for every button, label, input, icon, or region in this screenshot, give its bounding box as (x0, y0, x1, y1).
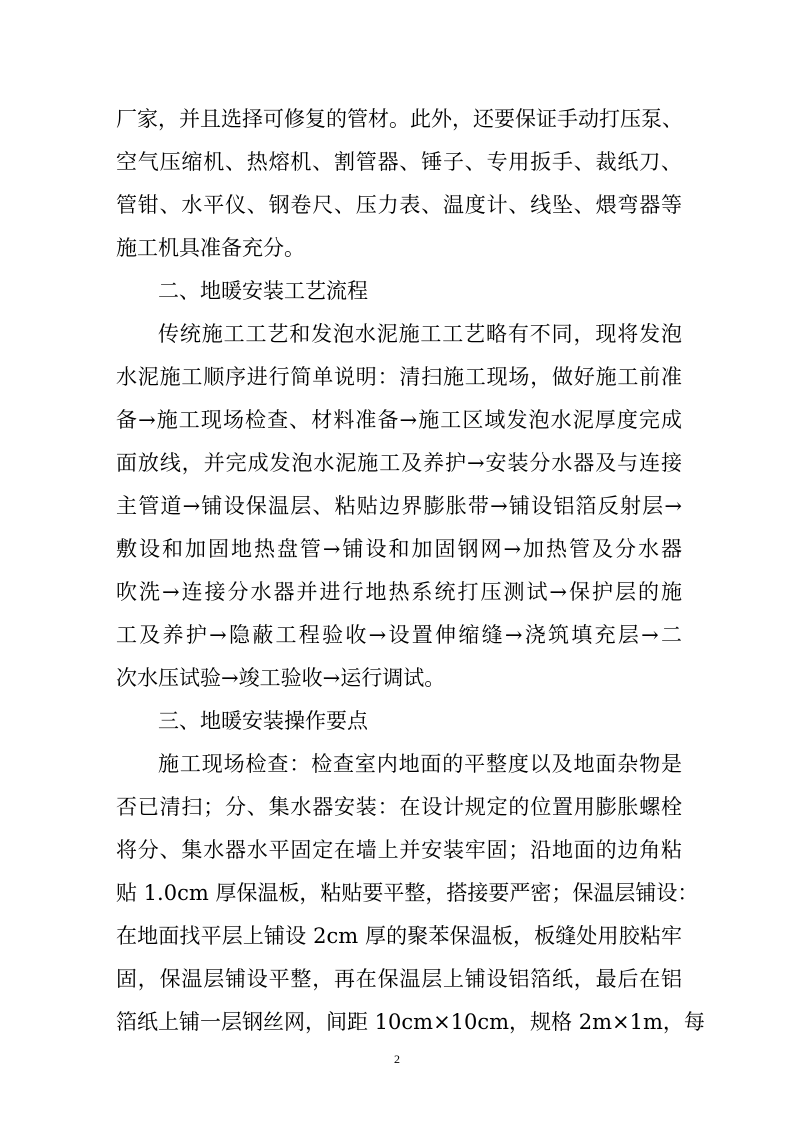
paragraph-line: 厂家，并且选择可修复的管材。此外，还要保证手动打压泵、 (116, 107, 683, 131)
page-number: 2 (394, 1052, 400, 1066)
section-heading: 二、地暖安装工艺流程 (158, 279, 368, 303)
paragraph-line: 贴 1.0cm 厚保温板，粘贴要平整，搭接要严密；保温层铺设： (116, 881, 699, 905)
paragraph-line: 管钳、水平仪、钢卷尺、压力表、温度计、线坠、煨弯器等 (116, 193, 682, 217)
paragraph-line: 施工现场检查：检查室内地面的平整度以及地面杂物是 (158, 752, 682, 776)
paragraph-line: 空气压缩机、热熔机、割管器、锤子、专用扳手、裁纸刀、 (116, 150, 682, 174)
paragraph-line: 箔纸上铺一层钢丝网，间距 10cm×10cm，规格 2m×1m，每 (116, 1010, 705, 1034)
paragraph-line: 敷设和加固地热盘管→铺设和加固钢网→加热管及分水器 (116, 537, 682, 561)
section-heading: 三、地暖安装操作要点 (158, 709, 368, 733)
paragraph-line: 在地面找平层上铺设 2cm 厚的聚苯保温板，板缝处用胶粘牢 (116, 924, 682, 948)
paragraph-line: 将分、集水器水平固定在墙上并安装牢固；沿地面的边角粘 (116, 838, 682, 862)
paragraph-line: 次水压试验→竣工验收→运行调试。 (116, 666, 446, 690)
paragraph-line: 施工机具准备充分。 (116, 236, 305, 260)
paragraph-line: 主管道→铺设保温层、粘贴边界膨胀带→铺设铝箔反射层→ (116, 494, 682, 518)
paragraph-line: 传统施工工艺和发泡水泥施工工艺略有不同，现将发泡 (158, 322, 682, 346)
paragraph-line: 面放线，并完成发泡水泥施工及养护→安装分水器及与连接 (116, 451, 682, 475)
paragraph-line: 水泥施工顺序进行简单说明：清扫施工现场，做好施工前准 (116, 365, 682, 389)
paragraph-line: 工及养护→隐蔽工程验收→设置伸缩缝→浇筑填充层→二 (116, 623, 682, 647)
paragraph-line: 吹洗→连接分水器并进行地热系统打压测试→保护层的施 (116, 580, 682, 604)
paragraph-line: 固，保温层铺设平整，再在保温层上铺设铝箔纸，最后在铝 (116, 967, 682, 991)
paragraph-line: 备→施工现场检查、材料准备→施工区域发泡水泥厚度完成 (116, 408, 682, 432)
paragraph-line: 否已清扫；分、集水器安装：在设计规定的位置用膨胀螺栓 (116, 795, 682, 819)
